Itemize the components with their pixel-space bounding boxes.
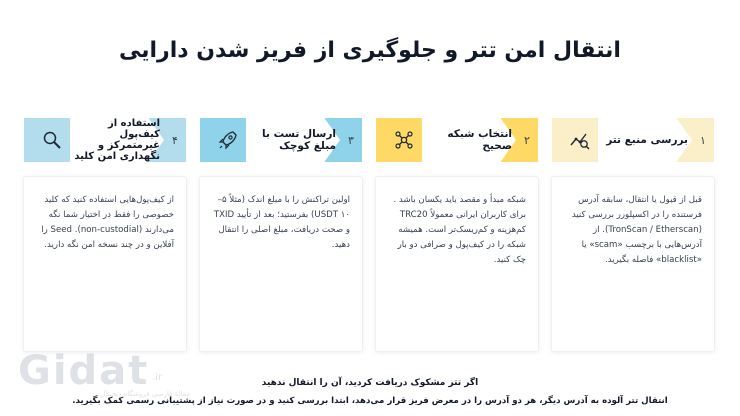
step-2-header [376, 118, 538, 162]
search-icon [41, 129, 63, 151]
footer-note: انتقال تتر آلوده به آدرس دیگر، هر دو آدرس را در معرض فریز قرار می‌دهد، ابتدا بررسی کنید و در صورت نیاز از پشتیبانی رسمی کمک بگیرید. [72, 396, 668, 406]
step-2-number: ۲ [524, 133, 530, 147]
watermark-tagline: مقالۀ فارسی فروشگاه دیجیتال [100, 390, 190, 398]
step-1-number: ۱ [700, 133, 706, 147]
step-3-heading: ارسال تست با مبلغ کوچک [262, 128, 336, 152]
watermark-brand: Gidat [18, 348, 150, 394]
network-nodes-icon [393, 129, 415, 151]
chart-magnifier-icon [569, 129, 591, 151]
step-2-icon-tile [386, 118, 422, 162]
step-3-card: اولین تراکنش را با مبلغ اندک (مثلاً ۵–۱۰ USDT) بفرستید؛ بعد از تأیید TXID و صحت دریافت، مبلغ اصلی را انتقال دهید. [199, 176, 363, 352]
watermark-domain: .ir [152, 372, 163, 383]
footer-warning: اگر تتر مشکوک دریافت کردید، آن را انتقال ندهید [261, 378, 479, 388]
page-title: انتقال امن تتر و جلوگیری از فریز شدن دارایی [119, 38, 621, 63]
step-3-icon-tile [210, 118, 246, 162]
step-1-header [552, 118, 714, 162]
step-4-number: ۴ [172, 133, 178, 147]
step-2-card: شبکه مبدأ و مقصد باید یکسان باشد . برای کاربران ایرانی معمولاً TRC20 کم‌هزینه و کم‌ریسک‌تر است. همیشه شبکه را در کیف‌پول و صرافی دو بار چک کنید. [375, 176, 539, 352]
step-1-icon-tile [562, 118, 598, 162]
step-1-card: قبل از قبول یا انتقال، سابقه آدرس فرستنده را در اکسپلورر بررسی کنید (TronScan / Etherscan). از آدرس‌هایی با برچسب «scam» یا «blacklist» فاصله بگیرید. [551, 176, 715, 352]
step-4-icon-tile [34, 118, 70, 162]
step-2-heading: انتخاب شبکه صحیح [447, 128, 512, 152]
step-1-heading: بررسی منبع تتر [606, 134, 688, 146]
step-4-heading: استفاده از کیف‌پول غیرمتمرکز و نگهداری امن کلید [74, 118, 160, 162]
step-3-number: ۳ [348, 133, 354, 147]
step-4-header [24, 118, 186, 162]
rocket-icon [217, 129, 239, 151]
step-4-card: از کیف‌پول‌هایی استفاده کنید که کلید خصوصی را فقط در اختیار شما نگه می‌دارند (non-custodial). Seed را آفلاین و در چند نسخه امن نگه دارید. [23, 176, 187, 352]
step-3-header [200, 118, 362, 162]
